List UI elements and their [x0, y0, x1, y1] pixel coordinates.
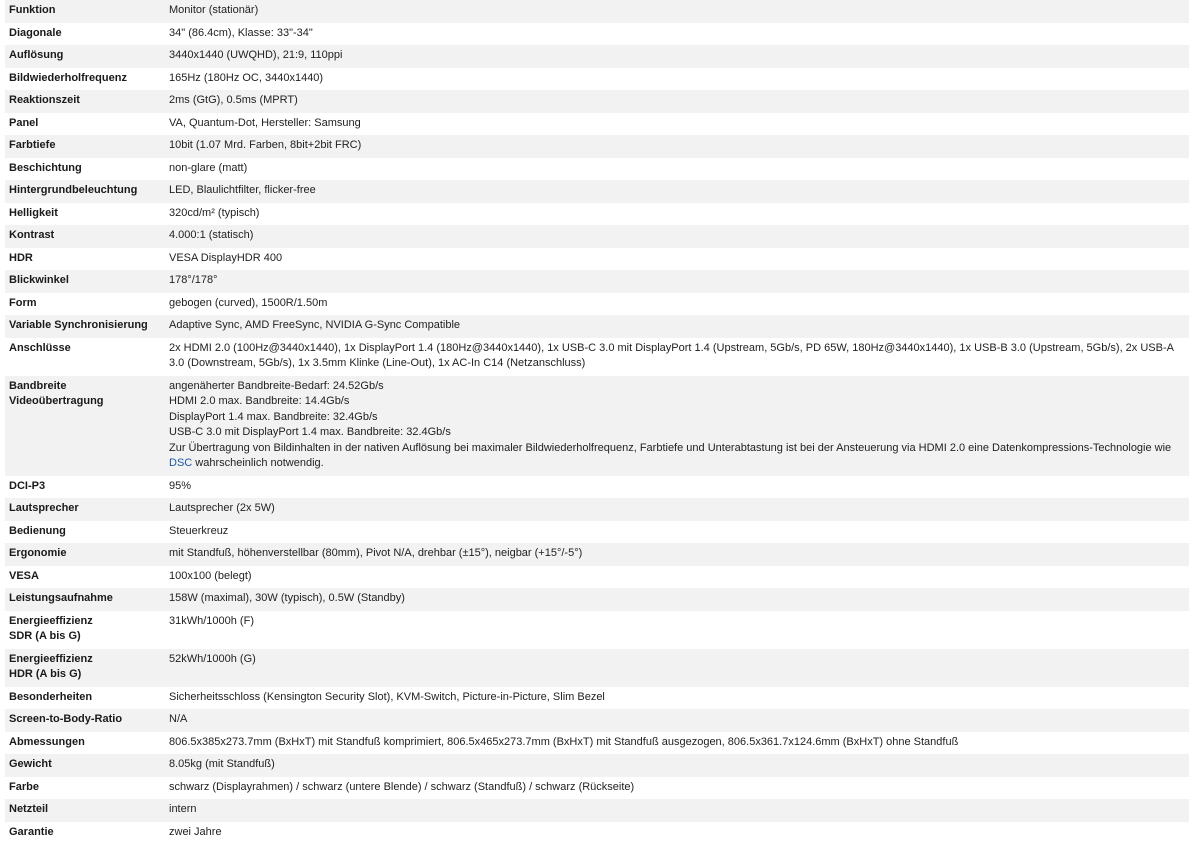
spec-row [5, 158, 1189, 181]
spec-value: Monitor (stationär) [165, 0, 1189, 23]
spec-row [5, 799, 1189, 822]
spec-value: 95% [165, 476, 1189, 499]
spec-label: Screen-to-Body-Ratio [5, 709, 165, 732]
spec-row [5, 90, 1189, 113]
spec-value: N/A [165, 709, 1189, 732]
spec-value: Adaptive Sync, AMD FreeSync, NVIDIA G-Sync Compatible [165, 315, 1189, 338]
spec-value: 3440x1440 (UWQHD), 21:9, 110ppi [165, 45, 1189, 68]
spec-value: 2x HDMI 2.0 (100Hz@3440x1440), 1x DisplayPort 1.4 (180Hz@3440x1440), 1x USB-C 3.0 mit DisplayPort 1.4 (Upstream, 5Gb/s, PD 65W, 180Hz@3440x1440), 1x USB-B 3.0 (Upstream, 5Gb/s), 2x USB-A 3.0 (Downstream, 5Gb/s), 1x 3.5mm Klinke (Line-Out), 1x AC-In C14 (Netzanschluss) [165, 338, 1189, 376]
spec-row [5, 498, 1189, 521]
spec-value: Sicherheitsschloss (Kensington Security Slot), KVM-Switch, Picture-in-Picture, Slim Bezel [165, 687, 1189, 710]
spec-label: Form [5, 293, 165, 316]
spec-row [5, 732, 1189, 755]
spec-value: 31kWh/1000h (F) [165, 611, 1189, 649]
spec-label: HDR [5, 248, 165, 271]
spec-row [5, 180, 1189, 203]
spec-value: mit Standfuß, höhenverstellbar (80mm), Pivot N/A, drehbar (±15°), neigbar (+15°/-5°) [165, 543, 1189, 566]
spec-label: Farbtiefe [5, 135, 165, 158]
spec-label: Blickwinkel [5, 270, 165, 293]
spec-row [5, 45, 1189, 68]
spec-value: zwei Jahre [165, 822, 1189, 845]
spec-row [5, 68, 1189, 91]
spec-row [5, 338, 1189, 376]
spec-label: Auflösung [5, 45, 165, 68]
bandwidth-note-text: Zur Übertragung von Bildinhalten in der nativen Auflösung bei maximaler Bildwiederholfrequenz, Farbtiefe und Unterabtastung ist bei der Ansteuerung via HDMI 2.0 eine Datenkompressions-Technologie wie [169, 441, 1172, 454]
spec-label: Lautsprecher [5, 498, 165, 521]
spec-value: VA, Quantum-Dot, Hersteller: Samsung [165, 113, 1189, 136]
spec-value: 178°/178° [165, 270, 1189, 293]
spec-row [5, 293, 1189, 316]
spec-value: 4.000:1 (statisch) [165, 225, 1189, 248]
spec-row [5, 135, 1189, 158]
dsc-link[interactable]: DSC [169, 457, 193, 469]
spec-value: 10bit (1.07 Mrd. Farben, 8bit+2bit FRC) [165, 135, 1189, 158]
spec-row [5, 476, 1189, 499]
spec-row [5, 248, 1189, 271]
spec-label: Besonderheiten [5, 687, 165, 710]
spec-value: VESA DisplayHDR 400 [165, 248, 1189, 271]
spec-label: Gewicht [5, 754, 165, 777]
spec-label: Anschlüsse [5, 338, 165, 376]
spec-label: Farbe [5, 777, 165, 800]
bandwidth-hdmi-line: HDMI 2.0 max. Bandbreite: 14.4Gb/s [169, 395, 350, 407]
spec-value: 8.05kg (mit Standfuß) [165, 754, 1189, 777]
bandwidth-required-line: angenäherter Bandbreite-Bedarf: 24.52Gb/s [169, 379, 384, 392]
spec-label: Kontrast [5, 225, 165, 248]
spec-row [5, 822, 1189, 845]
spec-label: Hintergrundbeleuchtung [5, 180, 165, 203]
spec-label: Helligkeit [5, 203, 165, 226]
spec-row [5, 225, 1189, 248]
spec-value: Lautsprecher (2x 5W) [165, 498, 1189, 521]
spec-value: LED, Blaulichtfilter, flicker-free [165, 180, 1189, 203]
spec-label: Variable Synchronisierung [5, 315, 165, 338]
spec-value: 806.5x385x273.7mm (BxHxT) mit Standfuß komprimiert, 806.5x465x273.7mm (BxHxT) mit Standfuß ausgezogen, 806.5x361.7x124.6mm (BxHxT) ohne Standfuß [165, 732, 1189, 755]
spec-label: Netzteil [5, 799, 165, 822]
spec-label: Bildwiederholfrequenz [5, 68, 165, 91]
spec-row [5, 270, 1189, 293]
spec-row [5, 709, 1189, 732]
spec-label: Ergonomie [5, 543, 165, 566]
bandwidth-note-tail: wahrscheinlich notwendig. [192, 457, 324, 469]
spec-row [5, 611, 1189, 649]
spec-row [5, 543, 1189, 566]
spec-label: Energieeffizienz SDR (A bis G) [5, 611, 165, 649]
spec-value: 100x100 (belegt) [165, 566, 1189, 589]
spec-label: Reaktionszeit [5, 90, 165, 113]
spec-row [5, 113, 1189, 136]
spec-label: DCI-P3 [5, 476, 165, 499]
spec-row [5, 687, 1189, 710]
bandwidth-usbc-line: USB-C 3.0 mit DisplayPort 1.4 max. Bandbreite: 32.4Gb/s [169, 426, 451, 438]
spec-value: 2ms (GtG), 0.5ms (MPRT) [165, 90, 1189, 113]
spec-value: 165Hz (180Hz OC, 3440x1440) [165, 68, 1189, 91]
spec-value: gebogen (curved), 1500R/1.50m [165, 293, 1189, 316]
spec-row [5, 23, 1189, 46]
spec-row [5, 376, 1189, 476]
spec-row [5, 588, 1189, 611]
bandwidth-displayport-line: DisplayPort 1.4 max. Bandbreite: 32.4Gb/s [169, 410, 378, 423]
spec-value: 34" (86.4cm), Klasse: 33"-34" [165, 23, 1189, 46]
spec-label: Funktion [5, 0, 165, 23]
spec-value: non-glare (matt) [165, 158, 1189, 181]
spec-row [5, 521, 1189, 544]
spec-label: Energieeffizienz HDR (A bis G) [5, 649, 165, 687]
spec-row [5, 203, 1189, 226]
spec-value: 320cd/m² (typisch) [165, 203, 1189, 226]
specifications-table-body [5, 0, 1189, 844]
spec-label: Beschichtung [5, 158, 165, 181]
spec-value: intern [165, 799, 1189, 822]
spec-label: Garantie [5, 822, 165, 845]
spec-row [5, 0, 1189, 23]
spec-label: Leistungsaufnahme [5, 588, 165, 611]
spec-row [5, 754, 1189, 777]
specifications-table [5, 0, 1189, 844]
spec-value: Steuerkreuz [165, 521, 1189, 544]
spec-label: Diagonale [5, 23, 165, 46]
spec-value-multiline [165, 376, 1189, 476]
spec-row [5, 777, 1189, 800]
spec-value: 52kWh/1000h (G) [165, 649, 1189, 687]
spec-label: Bandbreite Videoübertragung [5, 376, 165, 476]
spec-label: Panel [5, 113, 165, 136]
spec-row [5, 649, 1189, 687]
spec-label: Abmessungen [5, 732, 165, 755]
spec-label: Bedienung [5, 521, 165, 544]
spec-row [5, 315, 1189, 338]
spec-label: VESA [5, 566, 165, 589]
spec-row [5, 566, 1189, 589]
spec-value: schwarz (Displayrahmen) / schwarz (untere Blende) / schwarz (Standfuß) / schwarz (Rückseite) [165, 777, 1189, 800]
spec-value: 158W (maximal), 30W (typisch), 0.5W (Standby) [165, 588, 1189, 611]
